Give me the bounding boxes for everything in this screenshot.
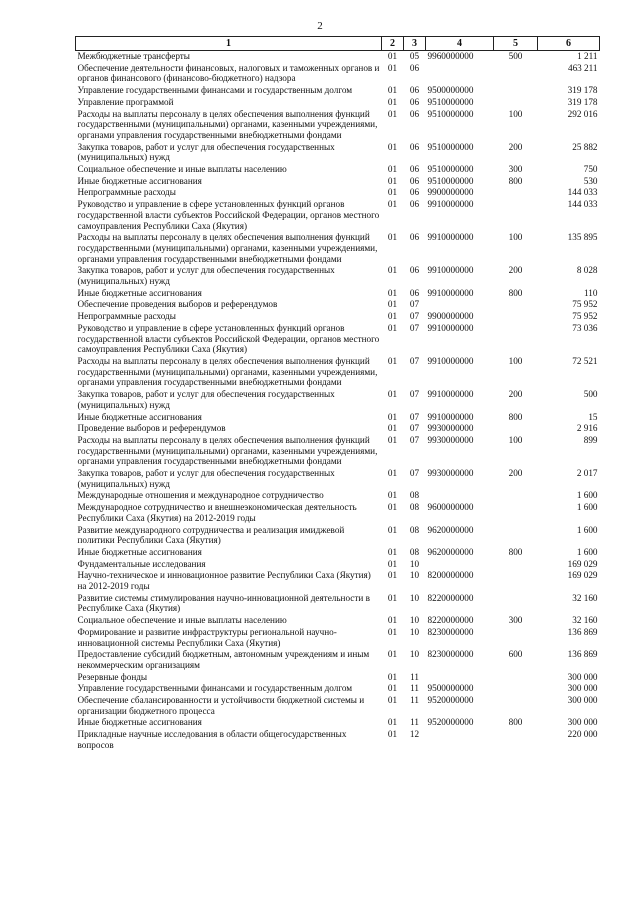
row-name: Обеспечение сбалансированности и устойчивости бюджетной системы и организации бюджетного процесса: [77, 695, 365, 716]
row-subsection: 06: [409, 141, 420, 152]
row-subsection: 07: [409, 434, 420, 445]
row-expense-type: 100: [508, 108, 523, 119]
row-amount: 300 000: [567, 683, 598, 694]
row-amount: 300 000: [567, 695, 598, 706]
row-amount: 300 000: [567, 671, 598, 682]
row-subsection: 10: [409, 649, 420, 660]
row-subsection: 07: [409, 389, 420, 400]
row-name: Социальное обеспечение и иные выплаты населению: [77, 615, 287, 626]
row-name: Расходы на выплаты персоналу в целях обеспечения выполнения функций государственными (муниципальными) органами, казенными учреждениями, органами управления государственными внебюджетными фондами: [77, 434, 378, 467]
row-amount: 1 600: [576, 524, 598, 535]
table-row: [76, 186, 600, 198]
table-row: [76, 671, 600, 683]
table-row: [76, 524, 600, 546]
row-name: Непрограммные расходы: [77, 311, 176, 322]
row-expense-type: [494, 489, 538, 501]
row-name: Управление программой: [77, 96, 174, 107]
row-expense-type: 800: [508, 717, 523, 728]
row-amount: 750: [583, 164, 598, 175]
row-target-article: 9500000000: [427, 683, 474, 694]
row-name: Управление государственными финансами и государственным долгом: [77, 85, 353, 96]
row-amount: 144 033: [567, 199, 598, 210]
row-target-article: 9520000000: [427, 695, 474, 706]
row-amount: 319 178: [567, 96, 598, 107]
row-subsection: 06: [409, 287, 420, 298]
row-amount: 1 600: [576, 502, 598, 513]
row-target-article: [426, 489, 494, 501]
row-expense-type: [494, 558, 538, 570]
row-amount: 292 016: [567, 108, 598, 119]
row-amount: 25 882: [572, 141, 598, 152]
row-target-article: 9910000000: [427, 322, 474, 333]
row-amount: 220 000: [567, 729, 598, 740]
row-section: 01: [387, 468, 398, 479]
table-row: [76, 626, 600, 648]
row-section: 01: [387, 299, 398, 310]
row-target-article: 8220000000: [427, 615, 474, 626]
row-expense-type: [494, 626, 538, 648]
row-amount: 135 895: [567, 232, 598, 243]
row-subsection: 07: [409, 299, 420, 310]
row-target-article: 9910000000: [427, 355, 474, 366]
row-target-article: 9910000000: [427, 411, 474, 422]
row-expense-type: [494, 84, 538, 96]
row-amount: 169 029: [567, 570, 598, 581]
table-row: [76, 569, 600, 591]
table-row: [76, 231, 600, 264]
row-expense-type: [494, 671, 538, 683]
row-name: Руководство и управление в сфере установленных функций органов государственной власти субъектов Российской Федерации, органов местного самоуправления Республики Саха (Якутия): [77, 199, 380, 231]
table-row: [76, 614, 600, 626]
row-amount: 72 521: [572, 355, 598, 366]
table-row: [76, 96, 600, 108]
row-subsection: 10: [409, 570, 420, 581]
row-target-article: 9620000000: [427, 546, 474, 557]
table-row: [76, 388, 600, 410]
row-amount: 899: [583, 434, 598, 445]
column-header-name: 1: [76, 37, 382, 51]
row-name: Закупка товаров, работ и услуг для обеспечения государственных (муниципальных) нужд: [77, 141, 335, 163]
row-section: 01: [387, 85, 398, 96]
row-expense-type: 800: [508, 175, 523, 186]
table-row: [76, 287, 600, 299]
row-target-article: 9960000000: [427, 51, 474, 61]
table-row: [76, 62, 600, 84]
row-expense-type: 200: [508, 389, 523, 400]
row-section: 01: [387, 649, 398, 660]
row-name: Межбюджетные трансферты: [77, 51, 190, 61]
row-target-article: 8200000000: [427, 570, 474, 581]
row-target-article: 9510000000: [427, 164, 474, 175]
row-expense-type: 300: [508, 164, 523, 175]
row-name: Иные бюджетные ассигнования: [77, 175, 202, 186]
table-row: [76, 434, 600, 467]
table-row: [76, 592, 600, 614]
table-row: [76, 108, 600, 141]
row-expense-type: [494, 728, 538, 750]
row-subsection: 06: [409, 164, 420, 175]
row-name: Проведение выборов и референдумов: [77, 423, 226, 434]
row-name: Международные отношения и международное сотрудничество: [77, 490, 324, 501]
row-target-article: 9930000000: [427, 423, 474, 434]
row-subsection: 11: [410, 695, 419, 706]
row-section: 01: [387, 671, 398, 682]
row-expense-type: 500: [508, 51, 523, 61]
row-target-article: 9510000000: [427, 175, 474, 186]
row-expense-type: 300: [508, 615, 523, 626]
row-expense-type: [494, 524, 538, 546]
row-section: 01: [387, 558, 398, 569]
row-subsection: 06: [409, 96, 420, 107]
row-subsection: 06: [409, 232, 420, 243]
row-target-article: [426, 671, 494, 683]
table-row: [76, 175, 600, 187]
row-subsection: 10: [409, 626, 420, 637]
row-expense-type: [494, 62, 538, 84]
row-expense-type: 600: [508, 649, 523, 660]
row-expense-type: [494, 422, 538, 434]
row-expense-type: 100: [508, 232, 523, 243]
row-target-article: 8230000000: [427, 649, 474, 660]
row-name: Социальное обеспечение и иные выплаты населению: [77, 164, 287, 175]
row-section: 01: [387, 423, 398, 434]
row-section: 01: [387, 615, 398, 626]
row-target-article: 9510000000: [427, 96, 474, 107]
row-amount: 75 952: [572, 311, 598, 322]
row-amount: 73 036: [572, 322, 598, 333]
row-subsection: 11: [410, 683, 419, 694]
row-name: Фундаментальные исследования: [77, 558, 206, 569]
row-target-article: [426, 728, 494, 750]
row-target-article: 9930000000: [427, 434, 474, 445]
row-target-article: [426, 558, 494, 570]
row-name: Предоставление субсидий бюджетным, автономным учреждениям и иным некоммерческим организациям: [77, 649, 370, 670]
row-target-article: 9910000000: [427, 232, 474, 243]
row-section: 01: [387, 389, 398, 400]
table-row: [76, 648, 600, 670]
row-target-article: 9600000000: [427, 502, 474, 513]
row-name: Прикладные научные исследования в области общегосударственных вопросов: [77, 729, 347, 750]
row-name: Научно-техническое и инновационное развитие Республики Саха (Якутия) на 2012-2019 годы: [77, 570, 371, 592]
row-expense-type: 800: [508, 287, 523, 298]
table-row: [76, 84, 600, 96]
row-name: Закупка товаров, работ и услуг для обеспечения государственных (муниципальных) нужд: [77, 468, 335, 489]
row-amount: 1 211: [577, 51, 598, 61]
row-target-article: 9930000000: [427, 468, 474, 479]
row-subsection: 06: [409, 199, 420, 210]
row-section: 01: [387, 187, 398, 198]
row-name: Формирование и развитие инфраструктуры региональной научно-инновационной системы Республики Саха (Якутия): [77, 626, 337, 648]
table-row: [76, 163, 600, 175]
table-row: [76, 322, 600, 355]
row-subsection: 08: [409, 546, 420, 557]
row-expense-type: [494, 682, 538, 694]
table-body: [76, 51, 600, 751]
row-section: 01: [387, 695, 398, 706]
row-section: 01: [387, 683, 398, 694]
row-target-article: [426, 298, 494, 310]
table-row: [76, 51, 600, 62]
table-header-row: [76, 37, 600, 51]
row-expense-type: 100: [508, 355, 523, 366]
row-amount: 8 028: [576, 265, 598, 276]
row-amount: 1 600: [576, 546, 598, 557]
row-name: Иные бюджетные ассигнования: [77, 287, 202, 298]
table-row: [76, 422, 600, 434]
row-name: Непрограммные расходы: [77, 187, 176, 198]
row-section: 01: [387, 524, 398, 535]
row-expense-type: [494, 694, 538, 716]
row-expense-type: [494, 569, 538, 591]
row-amount: 75 952: [572, 299, 598, 310]
row-target-article: 9910000000: [427, 265, 474, 276]
row-amount: 2 017: [576, 468, 598, 479]
row-section: 01: [387, 287, 398, 298]
row-subsection: 06: [409, 62, 420, 73]
row-name: Обеспечение проведения выборов и референдумов: [77, 299, 278, 310]
row-subsection: 06: [409, 187, 420, 198]
row-target-article: 9900000000: [427, 187, 474, 198]
row-section: 01: [387, 411, 398, 422]
budget-table: [75, 36, 600, 751]
row-expense-type: [494, 298, 538, 310]
row-section: 01: [387, 490, 398, 501]
row-section: 01: [387, 626, 398, 637]
row-section: 01: [387, 199, 398, 210]
row-section: 01: [387, 164, 398, 175]
row-subsection: 11: [410, 717, 419, 728]
row-section: 01: [387, 175, 398, 186]
row-subsection: 07: [409, 411, 420, 422]
row-section: 01: [387, 62, 398, 73]
row-subsection: 07: [409, 355, 420, 366]
row-target-article: 9910000000: [427, 199, 474, 210]
row-name: Развитие системы стимулирования научно-инновационной деятельности в Республике Саха (Якутия): [77, 592, 370, 614]
row-expense-type: [494, 198, 538, 231]
row-amount: 136 869: [567, 649, 598, 660]
row-section: 01: [387, 570, 398, 581]
row-subsection: 07: [409, 311, 420, 322]
row-section: 01: [387, 502, 398, 513]
row-name: Развитие международного сотрудничества и реализация имиджевой политики Республики Саха (Якутия): [77, 524, 345, 546]
row-expense-type: 800: [508, 411, 523, 422]
row-section: 01: [387, 717, 398, 728]
table-row: [76, 694, 600, 716]
row-name: Управление государственными финансами и государственным долгом: [77, 683, 353, 694]
row-name: Иные бюджетные ассигнования: [77, 411, 202, 422]
row-section: 01: [387, 96, 398, 107]
row-section: 01: [387, 232, 398, 243]
row-subsection: 06: [409, 265, 420, 276]
row-section: 01: [387, 592, 398, 603]
row-name: Расходы на выплаты персоналу в целях обеспечения выполнения функций государственными (муниципальными) органами, казенными учреждениями, органами управления государственными внебюджетными фондами: [77, 355, 378, 388]
row-amount: 2 916: [576, 423, 598, 434]
table-row: [76, 682, 600, 694]
row-name: Международное сотрудничество и внешнеэкономическая деятельность Республики Саха (Якутия) на 2012-2019 годы: [77, 502, 357, 523]
row-name: Закупка товаров, работ и услуг для обеспечения государственных (муниципальных) нужд: [77, 389, 335, 410]
row-expense-type: [494, 310, 538, 322]
row-amount: 144 033: [567, 187, 598, 198]
row-subsection: 11: [410, 671, 419, 682]
row-amount: 32 160: [572, 592, 598, 603]
row-subsection: 06: [409, 108, 420, 119]
row-subsection: 06: [409, 175, 420, 186]
table-row: [76, 310, 600, 322]
row-target-article: 9620000000: [427, 524, 474, 535]
row-name: Иные бюджетные ассигнования: [77, 717, 202, 728]
row-subsection: 10: [409, 558, 420, 569]
row-amount: 530: [583, 175, 598, 186]
column-header-amount: 6: [538, 37, 600, 51]
row-expense-type: 200: [508, 468, 523, 479]
row-amount: 15: [588, 411, 598, 422]
row-amount: 463 211: [567, 62, 598, 73]
row-expense-type: [494, 186, 538, 198]
row-subsection: 08: [409, 502, 420, 513]
table-row: [76, 501, 600, 523]
row-expense-type: 100: [508, 434, 523, 445]
row-expense-type: 200: [508, 265, 523, 276]
row-amount: 319 178: [567, 85, 598, 96]
table-row: [76, 489, 600, 501]
row-subsection: 08: [409, 490, 420, 501]
row-target-article: 9910000000: [427, 287, 474, 298]
row-expense-type: [494, 322, 538, 355]
column-header-section: 2: [382, 37, 404, 51]
row-target-article: 8220000000: [427, 592, 474, 603]
row-name: Иные бюджетные ассигнования: [77, 546, 202, 557]
column-header-subsection: 3: [404, 37, 426, 51]
table-row: [76, 141, 600, 163]
row-target-article: 9510000000: [427, 141, 474, 152]
row-subsection: 05: [409, 51, 420, 61]
row-section: 01: [387, 434, 398, 445]
row-target-article: 8230000000: [427, 626, 474, 637]
table-row: [76, 264, 600, 286]
row-section: 01: [387, 51, 398, 61]
row-target-article: 9520000000: [427, 717, 474, 728]
row-subsection: 07: [409, 322, 420, 333]
row-name: Обеспечение деятельности финансовых, налоговых и таможенных органов и органов финансового (финансово-бюджетного) надзора: [77, 62, 380, 84]
row-expense-type: [494, 592, 538, 614]
row-target-article: 9500000000: [427, 85, 474, 96]
row-name: Резервные фонды: [77, 671, 148, 682]
table-row: [76, 198, 600, 231]
row-section: 01: [387, 141, 398, 152]
row-amount: 169 029: [567, 558, 598, 569]
row-target-article: 9910000000: [427, 389, 474, 400]
row-name: Расходы на выплаты персоналу в целях обеспечения выполнения функций государственными (муниципальными) органами, казенными учреждениями, органами управления государственными внебюджетными фондами: [77, 108, 378, 140]
row-name: Руководство и управление в сфере установленных функций органов государственной власти субъектов Российской Федерации, органов местного самоуправления Республики Саха (Якутия): [77, 322, 380, 355]
row-subsection: 06: [409, 85, 420, 96]
row-section: 01: [387, 311, 398, 322]
row-subsection: 08: [409, 524, 420, 535]
row-target-article: 9900000000: [427, 311, 474, 322]
row-section: 01: [387, 546, 398, 557]
row-subsection: 10: [409, 615, 420, 626]
table-row: [76, 467, 600, 489]
row-section: 01: [387, 729, 398, 740]
row-expense-type: 800: [508, 546, 523, 557]
row-amount: 500: [583, 389, 598, 400]
row-name: Расходы на выплаты персоналу в целях обеспечения выполнения функций государственными (муниципальными) органами, казенными учреждениями, органами управления государственными внебюджетными фондами: [77, 232, 378, 264]
row-section: 01: [387, 265, 398, 276]
column-header-target-article: 4: [426, 37, 494, 51]
table-row: [76, 411, 600, 423]
row-subsection: 10: [409, 592, 420, 603]
table-row: [76, 546, 600, 558]
row-expense-type: 200: [508, 141, 523, 152]
row-expense-type: [494, 501, 538, 523]
table-row: [76, 716, 600, 728]
row-amount: 110: [584, 287, 598, 298]
table-row: [76, 728, 600, 750]
row-amount: 136 869: [567, 626, 598, 637]
row-section: 01: [387, 108, 398, 119]
table-row: [76, 355, 600, 388]
row-subsection: 07: [409, 423, 420, 434]
row-section: 01: [387, 322, 398, 333]
row-subsection: 07: [409, 468, 420, 479]
row-target-article: 9510000000: [427, 108, 474, 119]
table-row: [76, 558, 600, 570]
row-expense-type: [494, 96, 538, 108]
row-target-article: [426, 62, 494, 84]
page-number: 2: [317, 20, 323, 32]
row-amount: 32 160: [572, 615, 598, 626]
row-subsection: 12: [409, 729, 420, 740]
column-header-expense-type: 5: [494, 37, 538, 51]
row-amount: 1 600: [576, 490, 598, 501]
table-row: [76, 298, 600, 310]
row-amount: 300 000: [567, 717, 598, 728]
row-section: 01: [387, 355, 398, 366]
row-name: Закупка товаров, работ и услуг для обеспечения государственных (муниципальных) нужд: [77, 265, 335, 287]
